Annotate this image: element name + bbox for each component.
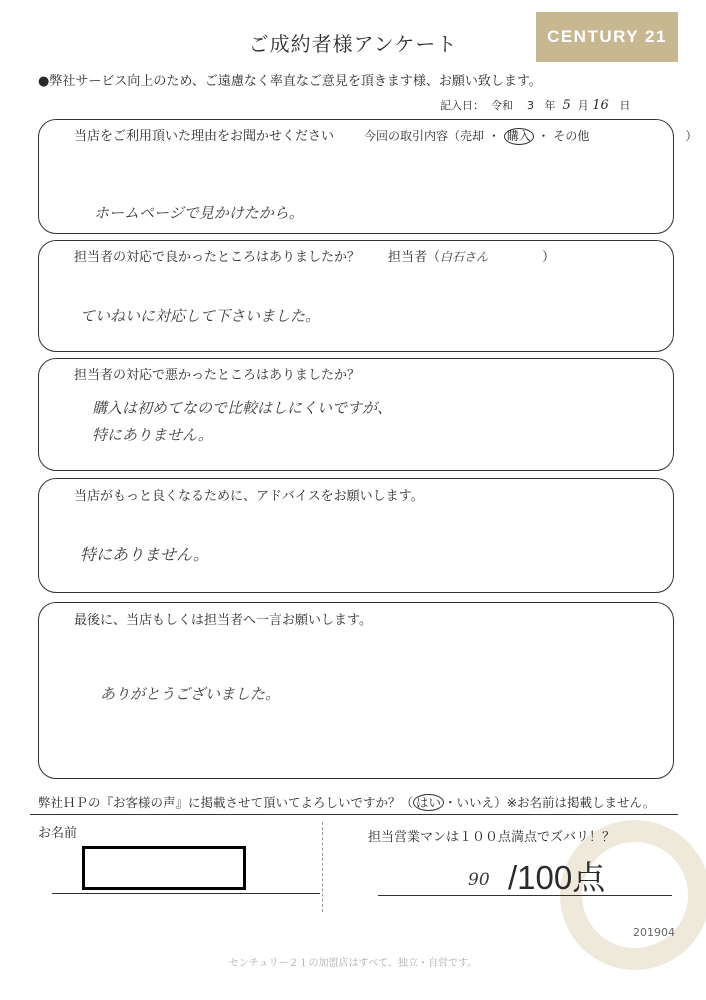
name-label: お名前 (38, 826, 78, 841)
q3-answer-line1: 購入は初めてなので比較はしにくいですが、 (92, 399, 393, 417)
deal-close: ） (685, 129, 698, 143)
date-row (440, 97, 630, 113)
q4-question: 当店がもっと良くなるために、アドバイスをお願いします。 (74, 489, 424, 504)
q5-answer: ありがとうございました。 (100, 685, 281, 703)
name-redaction-box (82, 846, 246, 890)
staff-name: 白石さん (440, 250, 489, 264)
date-day: 16 (592, 98, 609, 113)
intro-text: ●弊社サービス向上のため、ご遠慮なく率直なご意見を頂きます様、お願い致します。 (38, 74, 542, 89)
q2-answer: ていねいに対応して下さいました。 (80, 307, 321, 325)
bottom-divider (30, 814, 678, 815)
date-year-unit: 年 (544, 99, 556, 112)
date-day-unit: 日 (619, 99, 631, 112)
deal-sep: ・ (537, 129, 550, 143)
form-code: 201904 (633, 926, 675, 939)
deal-option-buy-circled: 購入 (504, 128, 534, 145)
consent-yes-circled: はい (413, 794, 444, 811)
q2-question: 担当者の対応で良かったところはありましたか？ (74, 250, 361, 265)
q4-answer: 特にありません。 (80, 545, 209, 564)
score-max: /100点 (508, 859, 606, 896)
score-line (378, 895, 672, 896)
score-prompt: 担当営業マンは１００点満点でズバリ！？ (368, 830, 616, 845)
q1-question: 当店をご利用頂いた理由をお聞かせください (74, 129, 335, 144)
footer-note: センチュリー２１の加盟店はすべて、独立・自営です。 (228, 958, 478, 969)
staff-close: ） (542, 250, 556, 265)
name-line (52, 893, 320, 894)
deal-sep: ・ (487, 129, 500, 143)
date-month: 5 (562, 98, 571, 113)
page-title: ご成約者様アンケート (248, 32, 458, 56)
q5-question: 最後に、当店もしくは担当者へ一言お願いします。 (74, 613, 372, 628)
consent-text-a: 弊社ＨＰの『お客様の声』に掲載させて頂いてよろしいですか？（ (38, 795, 414, 810)
deal-option-sell: 売却 (460, 129, 485, 143)
staff-label: 担当者（ (388, 250, 441, 265)
deal-option-other: その他 (553, 129, 590, 143)
deal-type-label: 今回の取引内容（ (364, 129, 461, 143)
q3-answer-line2: 特にありません。 (92, 426, 213, 444)
date-year: 3 (527, 99, 534, 112)
q3-question: 担当者の対応で悪かったところはありましたか？ (74, 368, 361, 383)
deal-type-row (364, 127, 697, 145)
q1-answer: ホームページで見かけたから。 (94, 204, 304, 222)
consent-text-b: ）※お名前は掲載しません。 (494, 795, 656, 810)
date-month-unit: 月 (577, 99, 589, 112)
date-label: 記入日： (440, 99, 484, 112)
consent-sep: ・ (444, 795, 457, 810)
consent-no: いいえ (456, 795, 495, 810)
score-value: 90 (468, 870, 490, 890)
century21-logo: CENTURY 21 (536, 12, 678, 62)
panel-divider (322, 822, 323, 912)
date-era: 令和 (491, 99, 513, 112)
staff-row (388, 246, 555, 265)
consent-row (38, 793, 655, 811)
